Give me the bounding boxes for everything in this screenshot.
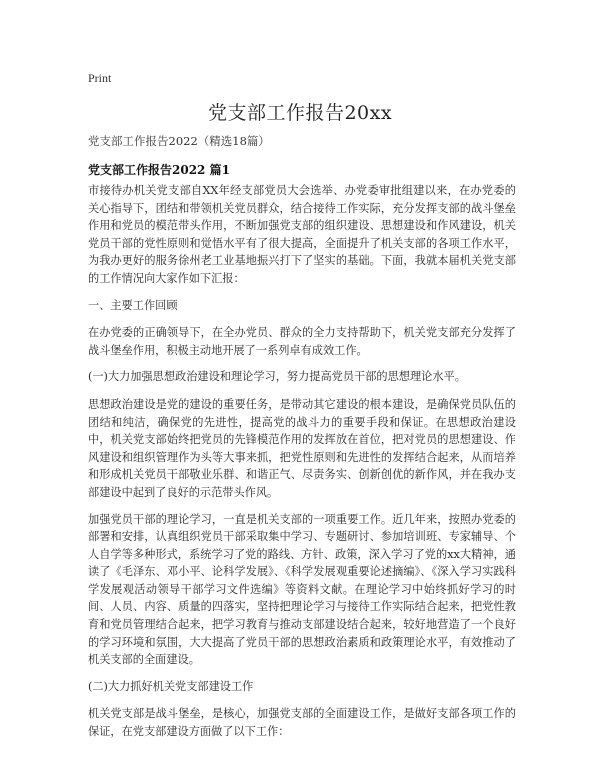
subheading-ideology: (一)大力加强思想政治建设和理论学习，努力提高党员干部的思想理论水平。 <box>88 370 466 384</box>
paragraph-overview: 在办党委的正确领导下，在全办党员、群众的全力支持帮助下，机关党支部充分发挥了战斗堡垒作用，积极主动地开展了一系列卓有成效工作。 <box>88 326 516 357</box>
section-heading: 党支部工作报告2022 篇1 <box>88 163 230 177</box>
paragraph-theory-study: 加强党员干部的理论学习，一直是机关支部的一项重要工作。近几年来，按照办党委的部署和安排，认真组织党员干部采取集中学习、专题研讨、参加培训班、专家辅导、个人自学等多种形式，系统学习了党的路线、方针、政策，深入学习了党的xx大精神，通读了《毛泽东、邓小平、论科学发展》、《科学发展观重要论述摘编》、《深入学习实践科学发展观活动领导干部学习文件选编》等资料文献。在理论学习中始终抓好学习的时间、人员、内容、质量的四落实，坚持把理论学习与接待工作实际结合起来，把党性教育和党员管理结合起来，把学习教育与推动支部建设结合起来，较好地营造了一个良好的学习环境和氛围，大大提高了党员干部的思想政治素质和政策理论水平，有效推动了机关支部的全面建设。 <box>88 512 516 667</box>
document-title: 党支部工作报告20xx <box>207 102 393 124</box>
print-label[interactable]: Print <box>88 71 112 85</box>
document-subtitle: 党支部工作报告2022（精选18篇） <box>88 134 270 148</box>
paragraph-intro: 市接待办机关党支部自XX年经支部党员大会选举、办党委审批组建以来，在办党委的关心指导下，团结和带领机关党员群众，结合接待工作实际，充分发挥支部的战斗堡垒作用和党员的模范带头作用，不断加强党支部的组织建设、思想建设和作风建设，机关党员干部的党性原则和觉悟水平有了很大提高，全面提升了机关支部的各项工作水平，为我办更好的服务徐州老工业基地振兴打下了坚实的基础。下面，我就本届机关党支部的工作情况向大家作如下汇报： <box>88 184 516 285</box>
subheading-branch-building: (二)大力抓好机关党支部建设工作 <box>88 679 254 693</box>
heading-work-review: 一、主要工作回顾 <box>88 298 178 312</box>
paragraph-ideology: 思想政治建设是党的建设的重要任务，是带动其它建设的根本建设，是确保党员队伍的团结和纯洁，确保党的先进性，提高党的战斗力的重要手段和保证。在思想政治建设中，机关党支部始终把党员的先锋模范作用的发挥放在首位，把对党员的思想建设、作风建设和组织管理作为头等大事来抓，把党性原则和先进性的发挥结合起来，从而培养和形成机关党员干部敬业乐群、和谐正气、尽责务实、创新创优的新作风，并在我办支部建设中起到了良好的示范带头作风。 <box>88 397 516 499</box>
document-body <box>88 182 516 750</box>
paragraph-branch-building: 机关党支部是战斗堡垒，是核心，加强党支部的全面建设工作，是做好支部各项工作的保证，在党支部建设方面做了以下工作： <box>88 707 516 739</box>
